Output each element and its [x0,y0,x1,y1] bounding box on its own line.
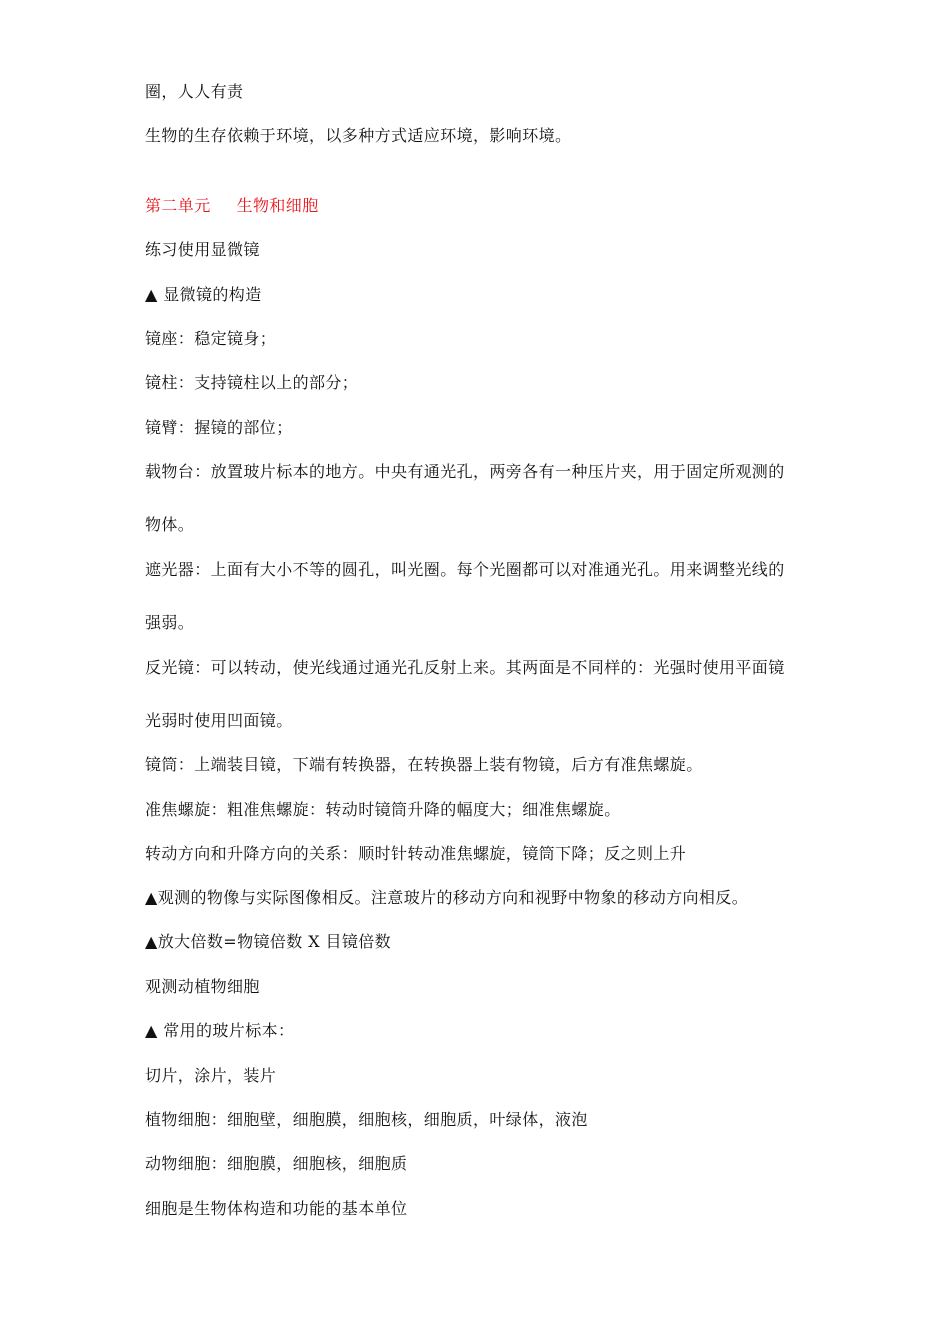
bullet-line: ▲观测的物像与实际图像相反。注意玻片的移动方向和视野中物象的移动方向相反。 [145,888,749,907]
section-unit: 第二单元 [145,196,211,215]
bullet-heading: ▲ 显微镜的构造 [145,285,262,304]
text-line: 植物细胞：细胞壁，细胞膜，细胞核，细胞质，叶绿体，液泡 [145,1110,588,1129]
text-line: 镜筒：上端装目镜，下端有转换器，在转换器上装有物镜，后方有准焦螺旋。 [145,755,703,774]
text-line: 镜柱：支持镜柱以上的部分； [145,373,359,392]
text-line: 转动方向和升降方向的关系：顺时针转动准焦螺旋，镜筒下降；反之则上升 [145,844,687,863]
text-line: 生物的生存依赖于环境，以多种方式适应环境，影响环境。 [145,126,572,145]
text-line: 圈，人人有责 [145,82,244,101]
bullet-line: ▲放大倍数=物镜倍数 X 目镜倍数 [145,932,392,951]
text-line: 细胞是生物体构造和功能的基本单位 [145,1199,408,1218]
text-line: 镜座：稳定镜身； [145,329,277,348]
text-line: 载物台：放置玻片标本的地方。中央有通光孔，两旁各有一种压片夹，用于固定所观测的 [145,462,785,481]
text-line: 光弱时使用凹面镜。 [145,711,293,730]
text-line: 物体。 [145,515,195,534]
text-line: 遮光器：上面有大小不等的圆孔，叫光圈。每个光圈都可以对准通光孔。用来调整光线的 [145,560,785,579]
text-line: 准焦螺旋：粗准焦螺旋：转动时镜筒升降的幅度大；细准焦螺旋。 [145,800,621,819]
bullet-heading: ▲ 常用的玻片标本： [145,1021,295,1040]
text-line: 镜臂：握镜的部位； [145,418,293,437]
section-heading [145,196,319,216]
subsection-title: 练习使用显微镜 [145,240,260,259]
section-title: 生物和细胞 [236,196,319,215]
subsection-title: 观测动植物细胞 [145,977,260,996]
text-line: 强弱。 [145,613,195,632]
text-line: 切片，涂片，装片 [145,1066,277,1085]
text-line: 反光镜：可以转动，使光线通过通光孔反射上来。其两面是不同样的：光强时使用平面镜 [145,658,785,677]
text-line: 动物细胞：细胞膜，细胞核，细胞质 [145,1154,408,1173]
